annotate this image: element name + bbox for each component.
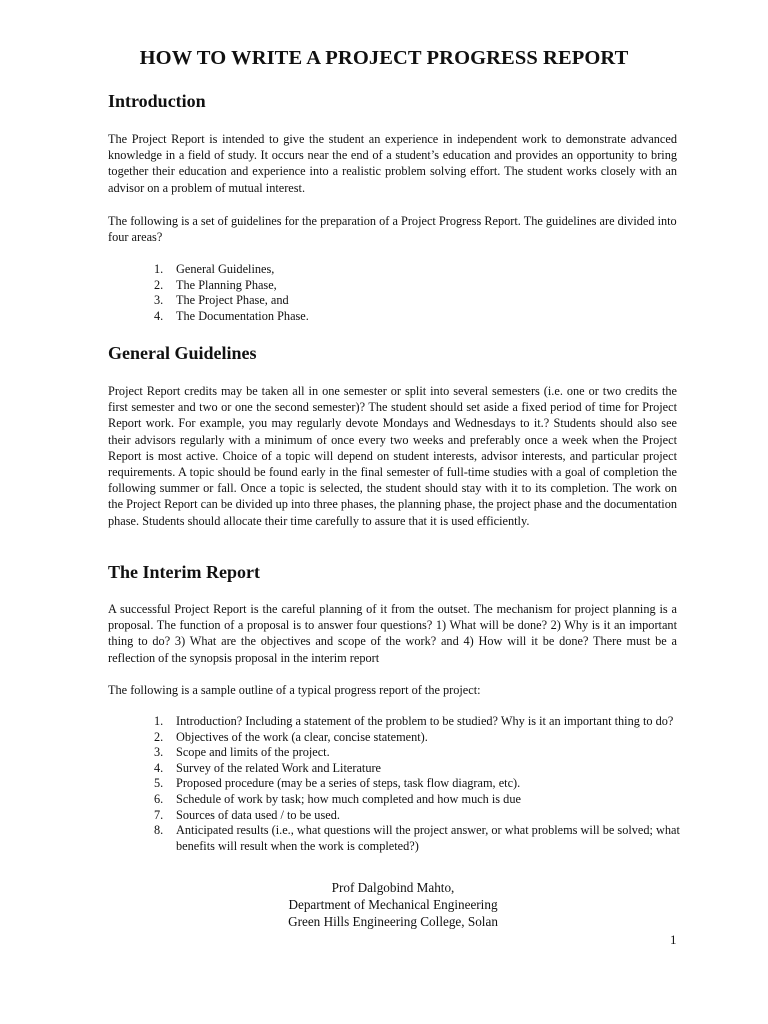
list-item: 7. Sources of data used / to be used. [154, 807, 340, 822]
list-item: 4. Survey of the related Work and Literature [154, 760, 382, 775]
interim-report-heading: The Interim Report [108, 562, 260, 582]
areas-list [108, 262, 680, 324]
document-title: HOW TO WRITE A PROJECT PROGRESS REPORT [139, 47, 629, 69]
intro-paragraph-2: The following is a set of guidelines for the preparation of a Project Progress Report. The guidelines are divided into four areas? [108, 214, 677, 245]
page-number: 1 [670, 932, 677, 947]
intro-heading: Introduction [108, 91, 206, 111]
author-signature [0, 880, 768, 930]
general-guidelines-heading: General Guidelines [108, 343, 257, 363]
list-item: 1. General Guidelines, [154, 262, 275, 276]
list-item: 1. Introduction? Including a statement of the problem to be studied? Why is it an important thing to do? [154, 714, 674, 728]
outline-list [108, 714, 680, 854]
list-item: 8. Anticipated results (i.e., what questions will the project answer, or what problems will be solved; what benefits will result when the work is completed?) [154, 823, 680, 853]
list-item: 2. The Planning Phase, [154, 277, 277, 292]
general-guidelines-paragraph: Project Report credits may be taken all in one semester or split into several semesters (i.e. one or two credits the first semester and two or one the second semester)? The student should set aside a fixed period of time for Project Report work. For example, you may regularly devote Mondays and Wednesdays to it.? Students should also see their advisors regularly with a minimum of once every two weeks and preferably once a week when the Project Report is most active. Choice of a topic will depend on student interests, advisor interests, and particular project requirements. A topic should be found early in the final semester of full-time studies with a goal of completion the following summer or fall. Once a topic is selected, the student should stay with it to its completion. The work on the Project Report can be divided up into three phases, the planning phase, the project phase and the documentation phase. Students should allocate their time carefully to assure that it is used efficiently. [108, 384, 677, 528]
interim-paragraph-1: A successful Project Report is the careful planning of it from the outset. The mechanism for project planning is a proposal. The function of a proposal is to answer four questions? 1) What will be done? 2) Why is it an important thing to do? 3) What are the objectives and scope of the work? and 4) How will it be done? There must be a reflection of the synopsis proposal in the interim report [108, 602, 677, 665]
author-department: Department of Mechanical Engineering [288, 896, 498, 912]
list-item: 6. Schedule of work by task; how much completed and how much is due [154, 791, 521, 806]
author-name: Prof Dalgobind Mahto, [331, 880, 455, 895]
list-item: 5. Proposed procedure (may be a series of steps, task flow diagram, etc). [154, 776, 521, 791]
list-item: 4. The Documentation Phase. [154, 308, 309, 323]
interim-paragraph-2: The following is a sample outline of a typical progress report of the project: [108, 683, 481, 697]
intro-paragraph-1: The Project Report is intended to give the student an experience in independent work to demonstrate advanced knowledge in a field of study. It occurs near the end of a student’s education and provides an opportunity to bring together their education and experience into a realistic problem solving effort. The student works closely with an advisor on a problem of mutual interest. [108, 132, 677, 195]
author-college: Green Hills Engineering College, Solan [288, 913, 498, 929]
list-item: 3. Scope and limits of the project. [154, 745, 330, 760]
list-item: 2. Objectives of the work (a clear, concise statement). [154, 729, 428, 744]
list-item: 3. The Project Phase, and [154, 293, 289, 308]
